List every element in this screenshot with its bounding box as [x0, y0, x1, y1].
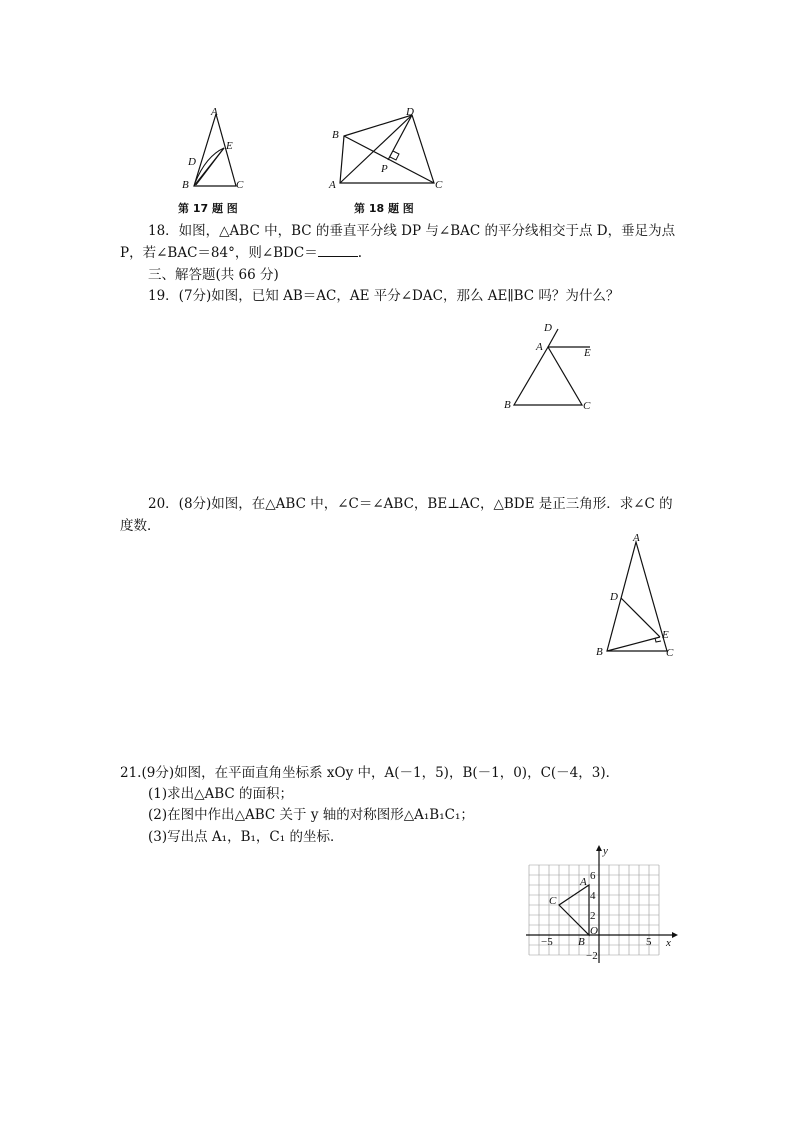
section-3-heading: 三、解答题(共 66 分)	[148, 267, 279, 283]
label-b: B	[596, 646, 603, 658]
figure-17-caption: 第 17 题 图	[178, 202, 238, 215]
label-d: D	[610, 591, 618, 603]
label-b: B	[182, 179, 189, 191]
label-a: A	[633, 532, 640, 544]
label-b: B	[578, 936, 585, 948]
label-c: C	[549, 895, 557, 907]
label-a: A	[329, 179, 336, 191]
label-b: B	[332, 129, 339, 141]
label-a: A	[580, 876, 587, 888]
triangle-abc	[559, 885, 589, 935]
tick-y-2: 2	[590, 910, 596, 922]
question-21-line-1: 21.(9分)如图，在平面直角坐标系 xOy 中，A(－1，5)，B(－1，0)，C(－4，3)．	[120, 765, 620, 781]
question-21-part-1: (1)求出△ABC 的面积；	[148, 786, 294, 802]
label-c: C	[236, 179, 244, 191]
figure-20	[592, 530, 682, 660]
question-18-line-2	[120, 243, 680, 263]
question-18-text: P，若∠BAC＝84°，则∠BDC＝	[120, 245, 318, 261]
label-b: B	[504, 399, 511, 411]
y-axis-arrow	[596, 845, 602, 851]
triangle-abc	[514, 347, 582, 405]
figure-17	[176, 104, 256, 192]
label-d: D	[544, 322, 552, 334]
figure-21-coordinate-grid	[524, 843, 680, 967]
label-e: E	[662, 629, 669, 641]
question-21-part-3: (3)写出点 A₁，B₁，C₁ 的坐标．	[148, 829, 344, 845]
label-c: C	[435, 179, 443, 191]
label-c: C	[666, 647, 674, 659]
tick-y-neg2: −2	[586, 950, 598, 962]
label-x: x	[666, 937, 671, 949]
tick-y-4: 4	[590, 890, 596, 902]
answer-blank	[318, 244, 358, 257]
question-19: 19．(7分)如图，已知 AB＝AC，AE 平分∠DAC，那么 AE∥BC 吗？为什么？	[148, 288, 620, 304]
label-e: E	[226, 140, 233, 152]
x-axis-arrow	[672, 932, 678, 938]
question-20-line-2: 度数．	[120, 518, 161, 534]
question-18-period: .	[357, 245, 363, 261]
figure-18	[326, 106, 448, 194]
label-d: D	[406, 106, 414, 118]
label-a: A	[536, 341, 543, 353]
label-o: O	[590, 925, 598, 937]
figure-19	[498, 320, 598, 412]
tick-x-neg5: −5	[541, 936, 553, 948]
label-d: D	[188, 156, 196, 168]
label-a: A	[211, 106, 218, 118]
tick-x-5: 5	[646, 936, 652, 948]
question-20-line-1: 20．(8分)如图，在△ABC 中，∠C＝∠ABC，BE⊥AC，△BDE 是正三角形．求∠C 的	[148, 496, 673, 512]
right-angle-mark	[390, 151, 399, 160]
figure-18-caption: 第 18 题 图	[354, 202, 414, 215]
label-y: y	[603, 845, 608, 857]
segment-ad	[340, 115, 412, 183]
question-18-line-1: 18．如图，△ABC 中，BC 的垂直平分线 DP 与∠BAC 的平分线相交于点 D，垂足为点	[148, 223, 676, 239]
segment-be	[607, 637, 660, 651]
question-21-part-2: (2)在图中作出△ABC 关于 y 轴的对称图形△A₁B₁C₁；	[148, 807, 474, 823]
label-c: C	[583, 400, 591, 412]
label-p: P	[381, 163, 388, 175]
tick-y-6: 6	[590, 870, 596, 882]
label-e: E	[584, 347, 591, 359]
